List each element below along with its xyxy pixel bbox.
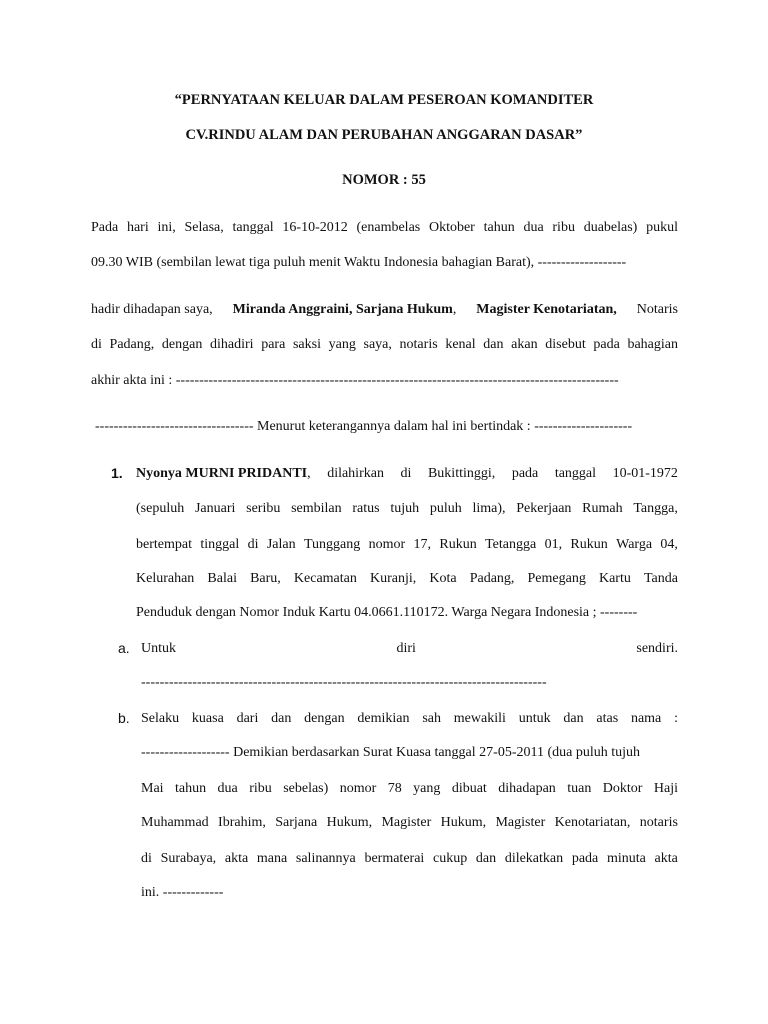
word: dihadapan xyxy=(498,781,556,796)
item-1-line-2 xyxy=(136,500,678,518)
capacity-statement-line: ---------------------------------- Menurut keterangannya dalam hal ini bertindak : --------------------- xyxy=(95,419,633,434)
word: tuan xyxy=(567,781,592,796)
item-1-number: 1. xyxy=(111,465,123,481)
word: tanggal xyxy=(232,220,274,235)
word: salinannya xyxy=(295,851,356,866)
word: (enambelas xyxy=(356,220,421,235)
word: disebut xyxy=(545,337,586,352)
word: Selaku xyxy=(141,711,180,726)
word: Hukum, xyxy=(440,815,487,830)
word: notaris xyxy=(399,337,438,352)
paragraph-appearance-line-1 xyxy=(91,301,678,319)
word: akan xyxy=(511,337,538,352)
sub-item-a-line-1 xyxy=(141,640,678,658)
word: Tunggang xyxy=(303,537,361,552)
word: Surabaya, xyxy=(160,851,217,866)
word: kenal xyxy=(445,337,476,352)
word: dua xyxy=(217,781,238,796)
word: dan xyxy=(271,711,292,726)
paragraph-opening-line-1 xyxy=(91,219,678,237)
word: lima), xyxy=(472,501,506,516)
word: Baru, xyxy=(250,571,281,586)
word: cukup xyxy=(433,851,468,866)
notary-name-text: Miranda Anggraini, Sarjana Hukum xyxy=(232,302,453,317)
word: Jalan xyxy=(266,537,296,552)
word: Kecamatan xyxy=(293,571,357,586)
word: dengan xyxy=(161,337,203,352)
item-1-line-5: Penduduk dengan Nomor Induk Kartu 04.0661.110172. Warga Negara Indonesia ; -------- xyxy=(136,605,638,620)
word: Tetangga xyxy=(485,537,537,552)
word: tahun xyxy=(483,220,515,235)
notary-title: Notaris xyxy=(636,302,678,317)
word: 17, xyxy=(413,537,432,552)
word: ratus xyxy=(352,501,380,516)
word: Pemegang xyxy=(527,571,586,586)
word: sebelas) xyxy=(283,781,329,796)
word: dari xyxy=(236,711,259,726)
word: para xyxy=(261,337,286,352)
word: minuta xyxy=(606,851,646,866)
word: nomor xyxy=(368,537,406,552)
word: dua xyxy=(523,220,544,235)
word: dan xyxy=(483,337,504,352)
word: Selasa, xyxy=(184,220,224,235)
word: yang xyxy=(328,337,356,352)
word: 16-10-2012 xyxy=(282,220,348,235)
word: Bukittinggi, xyxy=(427,466,496,481)
word: bertempat xyxy=(136,537,192,552)
word: Kartu xyxy=(598,571,631,586)
word: Tangga, xyxy=(633,501,678,516)
word: sendiri. xyxy=(636,641,678,656)
word: dihadiri xyxy=(210,337,254,352)
word: Pada xyxy=(91,220,119,235)
word: duabelas) xyxy=(583,220,638,235)
notary-name-comma: , xyxy=(452,302,457,317)
word: tujuh xyxy=(390,501,420,516)
item-1-line-3 xyxy=(136,536,678,554)
word: Hukum, xyxy=(326,815,373,830)
word: Oktober xyxy=(428,220,475,235)
word: bahagian xyxy=(627,337,678,352)
word: Haji xyxy=(653,781,678,796)
word: nama xyxy=(630,711,662,726)
word: Untuk xyxy=(141,641,176,656)
word: 01, xyxy=(544,537,563,552)
word: puluh xyxy=(429,501,462,516)
word: Warga xyxy=(616,537,653,552)
word: pada xyxy=(593,337,620,352)
word: ribu xyxy=(249,781,272,796)
document-number: NOMOR : 55 xyxy=(342,172,426,188)
word: tahun xyxy=(175,781,207,796)
item-1-line-1 xyxy=(136,465,678,483)
word: Kelurahan xyxy=(136,571,195,586)
sub-item-b-line-6: ini. ------------- xyxy=(141,885,224,900)
word: notaris xyxy=(639,815,678,830)
word: Doktor xyxy=(602,781,643,796)
word: dan xyxy=(563,711,584,726)
sub-item-b-label: b. xyxy=(118,710,130,726)
paragraph-opening-line-2: 09.30 WIB (sembilan lewat tiga puluh menit Waktu Indonesia bahagian Barat), ------------------- xyxy=(91,255,627,270)
word: dengan xyxy=(304,711,345,726)
sub-item-b-line-5 xyxy=(141,850,678,868)
notary-name xyxy=(233,301,457,319)
appearance-intro-text: hadir dihadapan saya, xyxy=(91,302,213,317)
word: atas xyxy=(596,711,619,726)
word: Rumah xyxy=(582,501,623,516)
word: Padang, xyxy=(469,571,515,586)
word: nomor xyxy=(339,781,377,796)
word: Rukun xyxy=(570,537,608,552)
word: sembilan xyxy=(291,501,342,516)
party-name: Nyonya MURNI PRIDANTI, xyxy=(136,466,311,481)
word: Magister xyxy=(381,815,432,830)
word: Kenotariatan, xyxy=(554,815,631,830)
word: di xyxy=(141,851,152,866)
word: hari xyxy=(126,220,149,235)
document-title-line-1: “PERNYATAAN KELUAR DALAM PESEROAN KOMANDITER xyxy=(174,92,594,108)
word: sah xyxy=(422,711,441,726)
word: Mai xyxy=(141,781,164,796)
word: pada xyxy=(571,851,599,866)
item-1-line-4 xyxy=(136,570,678,588)
notary-degree: Magister Kenotariatan, xyxy=(476,302,617,317)
word: mewakili xyxy=(453,711,506,726)
word: tanggal xyxy=(554,466,597,481)
word: Ibrahim, xyxy=(218,815,266,830)
word: Balai xyxy=(207,571,237,586)
word: di xyxy=(247,537,259,552)
word: Padang, xyxy=(109,337,155,352)
word: pukul xyxy=(646,220,678,235)
word: dibuat xyxy=(451,781,487,796)
word: saksi xyxy=(292,337,321,352)
word: 78 xyxy=(387,781,402,796)
word: seribu xyxy=(246,501,281,516)
word: untuk xyxy=(518,711,551,726)
word: di xyxy=(91,337,102,352)
word: bermaterai xyxy=(364,851,425,866)
paragraph-appearance-line-3: akhir akta ini : ----------------------------------------------------------------------------------------------- xyxy=(91,373,619,388)
paragraph-appearance-line-2 xyxy=(91,336,678,354)
word: yang xyxy=(413,781,441,796)
word: 04, xyxy=(660,537,678,552)
word: diri xyxy=(396,641,416,656)
word: Januari xyxy=(194,501,236,516)
word: akta xyxy=(224,851,249,866)
party-name-text: Nyonya MURNI PRIDANTI xyxy=(136,466,308,481)
word: dilekatkan xyxy=(504,851,564,866)
word: : xyxy=(674,711,678,726)
sub-item-a-label: a. xyxy=(118,640,130,656)
sub-item-b-line-1 xyxy=(141,710,678,728)
word: kuasa xyxy=(191,711,224,726)
word: Kuranji, xyxy=(369,571,417,586)
word: pada xyxy=(511,466,539,481)
word: saya, xyxy=(363,337,392,352)
sub-item-b-line-2: ------------------- Demikian berdasarkan Surat Kuasa tanggal 27-05-2011 (dua puluh tujuh xyxy=(141,745,641,760)
word: dan xyxy=(475,851,497,866)
word: akta xyxy=(654,851,678,866)
word: 10-01-1972 xyxy=(612,466,678,481)
sub-item-a-line-2: --------------------------------------------------------------------------------------- xyxy=(141,675,547,690)
word: ribu xyxy=(552,220,575,235)
word: Magister xyxy=(495,815,546,830)
sub-item-b-line-3 xyxy=(141,780,678,798)
word: Rukun xyxy=(439,537,477,552)
word: tinggal xyxy=(200,537,240,552)
word: dilahirkan xyxy=(327,466,384,481)
word: Muhammad xyxy=(141,815,209,830)
word: di xyxy=(400,466,412,481)
document-title-line-2: CV.RINDU ALAM DAN PERUBAHAN ANGGARAN DASAR” xyxy=(185,127,583,143)
word: Tanda xyxy=(643,571,678,586)
word: mana xyxy=(256,851,288,866)
word: ini, xyxy=(157,220,176,235)
sub-item-b-line-4 xyxy=(141,814,678,832)
word: Sarjana xyxy=(275,815,318,830)
word: Kota xyxy=(429,571,457,586)
word: demikian xyxy=(357,711,410,726)
word: Pekerjaan xyxy=(516,501,572,516)
word: (sepuluh xyxy=(136,501,185,516)
